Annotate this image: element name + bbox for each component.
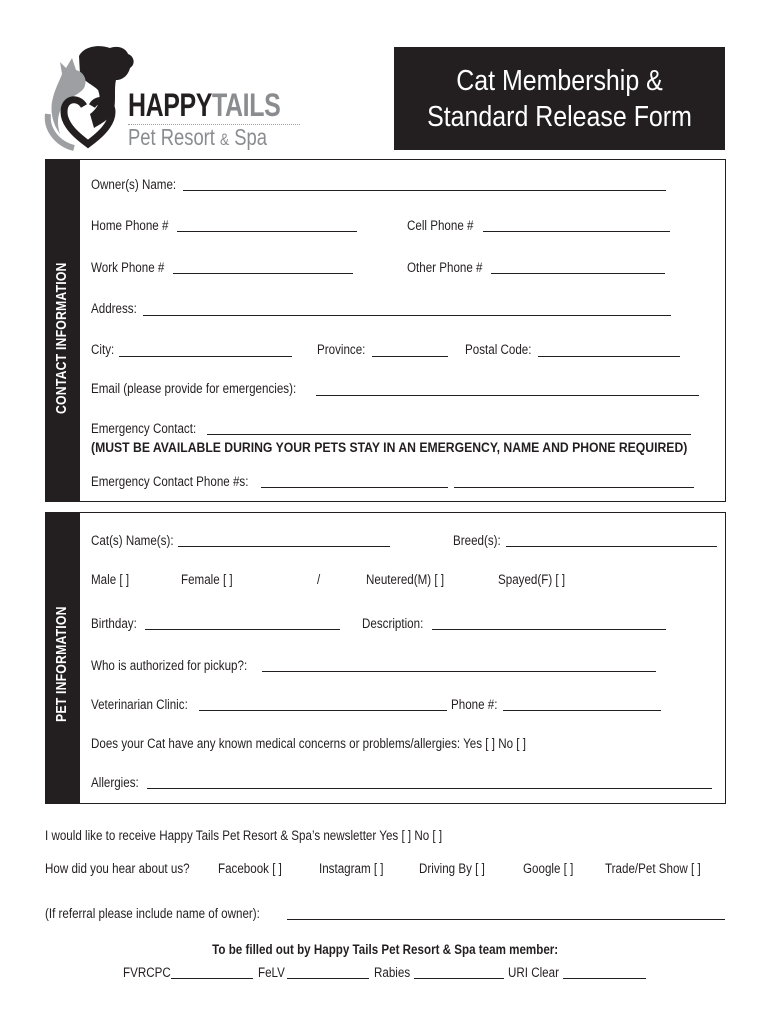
emergency-phone-field-1[interactable] [261, 487, 448, 488]
other-phone-field[interactable] [491, 273, 665, 274]
fvrcpc-label: FVRCPC [123, 965, 171, 980]
city-label: City: [91, 342, 115, 357]
description-label: Description: [362, 616, 424, 631]
referral-field[interactable] [287, 919, 725, 920]
newsletter-question[interactable]: I would like to receive Happy Tails Pet Resort & Spa’s newsletter Yes [ ] No [ ] [45, 828, 443, 843]
allergies-field[interactable] [147, 788, 712, 789]
work-phone-label: Work Phone # [91, 260, 165, 275]
brand-ampersand: & [220, 130, 230, 149]
cat-names-field[interactable] [178, 546, 390, 547]
brand-happy: HAPPY [128, 87, 213, 123]
city-field[interactable] [119, 356, 292, 357]
instagram-checkbox[interactable]: Instagram [ ] [319, 861, 384, 876]
emergency-contact-label: Emergency Contact: [91, 421, 197, 436]
other-phone-label: Other Phone # [407, 260, 483, 275]
email-field[interactable] [316, 395, 699, 396]
felv-field[interactable] [287, 978, 369, 979]
owner-name-label: Owner(s) Name: [91, 177, 177, 192]
address-field[interactable] [143, 315, 671, 316]
contact-section-label: CONTACT INFORMATION [53, 262, 70, 414]
work-phone-field[interactable] [173, 273, 353, 274]
home-phone-field[interactable] [177, 231, 357, 232]
hear-about-label: How did you hear about us? [45, 861, 190, 876]
fvrcpc-field[interactable] [171, 978, 253, 979]
female-checkbox[interactable]: Female [ ] [181, 572, 233, 587]
trade-show-checkbox[interactable]: Trade/Pet Show [ ] [605, 861, 701, 876]
facebook-checkbox[interactable]: Facebook [ ] [218, 861, 282, 876]
form-title-box [394, 47, 725, 150]
vet-clinic-field[interactable] [199, 710, 447, 711]
cell-phone-label: Cell Phone # [407, 218, 474, 233]
emergency-phones-label: Emergency Contact Phone #s: [91, 474, 249, 489]
home-phone-label: Home Phone # [91, 218, 169, 233]
birthday-field[interactable] [145, 629, 340, 630]
owner-name-field[interactable] [183, 190, 666, 191]
breed-field[interactable] [506, 546, 717, 547]
postal-code-label: Postal Code: [465, 342, 532, 357]
emergency-contact-field[interactable] [207, 434, 691, 435]
emergency-notice: (MUST BE AVAILABLE DURING YOUR PETS STAY IN AN EMERGENCY, NAME AND PHONE REQUIRED) [91, 440, 688, 456]
rabies-label: Rabies [374, 965, 411, 980]
pickup-field[interactable] [262, 671, 656, 672]
vet-phone-field[interactable] [503, 710, 661, 711]
felv-label: FeLV [258, 965, 285, 980]
birthday-label: Birthday: [91, 616, 137, 631]
referral-label: (If referral please include name of owner): [45, 906, 260, 921]
medical-concerns-question[interactable]: Does your Cat have any known medical concerns or problems/allergies: Yes [ ] No [ ] [91, 736, 526, 751]
uri-clear-label: URI Clear [508, 965, 559, 980]
driving-by-checkbox[interactable]: Driving By [ ] [419, 861, 485, 876]
cell-phone-field[interactable] [483, 231, 670, 232]
male-checkbox[interactable]: Male [ ] [91, 572, 130, 587]
form-title-line1: Cat Membership & [456, 65, 663, 97]
allergies-label: Allergies: [91, 775, 139, 790]
breed-label: Breed(s): [453, 533, 501, 548]
rabies-field[interactable] [414, 978, 504, 979]
province-field[interactable] [372, 356, 448, 357]
vet-phone-label: Phone #: [451, 697, 498, 712]
cat-names-label: Cat(s) Name(s): [91, 533, 174, 548]
pickup-label: Who is authorized for pickup?: [91, 658, 248, 673]
neutered-checkbox[interactable]: Neutered(M) [ ] [366, 572, 445, 587]
brand-spa: Spa [234, 124, 267, 150]
staff-section-heading: To be filled out by Happy Tails Pet Resort & Spa team member: [211, 942, 559, 957]
address-label: Address: [91, 301, 137, 316]
brand-pet-resort: Pet Resort [128, 124, 215, 150]
vet-clinic-label: Veterinarian Clinic: [91, 697, 188, 712]
company-logo [44, 44, 304, 152]
emergency-phone-field-2[interactable] [454, 487, 694, 488]
description-field[interactable] [432, 629, 666, 630]
spayed-checkbox[interactable]: Spayed(F) [ ] [498, 572, 566, 587]
google-checkbox[interactable]: Google [ ] [523, 861, 574, 876]
email-label: Email (please provide for emergencies): [91, 381, 297, 396]
uri-clear-field[interactable] [563, 978, 646, 979]
province-label: Province: [317, 342, 366, 357]
pet-section-label: PET INFORMATION [53, 606, 70, 722]
form-title-line2: Standard Release Form [427, 101, 692, 133]
brand-tails: TAILS [212, 87, 281, 123]
gender-slash: / [317, 572, 321, 587]
postal-code-field[interactable] [538, 356, 680, 357]
